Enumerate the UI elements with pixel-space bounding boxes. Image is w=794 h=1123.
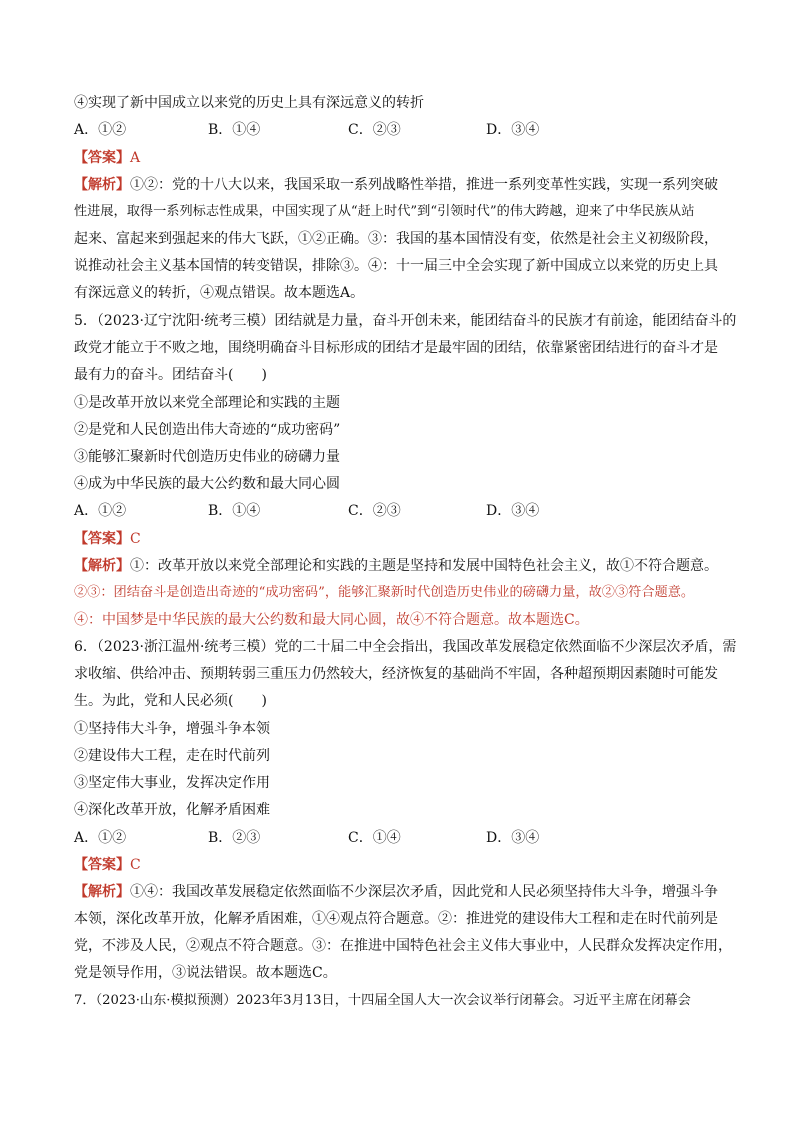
q4-analysis-line-4: 说推动社会主义基本国情的转变错误，排除③。④：十一届三中全会实现了新中国成立以来党的历史上具	[74, 258, 718, 274]
q6-item-2: ②建设伟大工程，走在时代前列	[74, 748, 270, 764]
q5-stem-line-2: 政党才能立于不败之地，围绕明确奋斗目标形成的团结才是最牢固的团结，依靠紧密团结进行的奋斗才是	[74, 340, 718, 356]
q4-analysis-line-1	[74, 175, 718, 195]
q6-analysis-line-3: 党，不涉及人民，②观点不符合题意。③：在推进中国特色社会主义伟大事业中，人民群众发挥决定作用，	[74, 938, 732, 954]
q6-analysis-line-2: 本领，深化改革开放，化解矛盾困难，①④观点符合题意。②：推进党的建设伟大工程和走在时代前列是	[74, 911, 718, 927]
q4-option-a: A．①②	[74, 122, 127, 138]
analysis-tag: 【解析】	[74, 558, 130, 574]
q6-stem-line-3: 生。为此，党和人民必须( )	[74, 693, 267, 709]
q4-option-b: B．①④	[208, 122, 261, 138]
q4-option-c: C．②③	[348, 122, 401, 138]
answer-value: A	[130, 150, 141, 166]
answer-tag: 【答案】	[74, 531, 130, 547]
q4-option-d: D．③④	[486, 122, 540, 138]
q6-item-3: ③坚定伟大事业，发挥决定作用	[74, 775, 270, 791]
q6-option-b: B．②③	[208, 830, 261, 846]
q5-option-a: A．①②	[74, 503, 127, 519]
analysis-tag: 【解析】	[74, 884, 130, 900]
q5-analysis-line-3: ④：中国梦是中华民族的最大公约数和最大同心圆，故④不符合题意。故本题选C。	[74, 612, 589, 628]
q6-answer	[74, 855, 141, 875]
q5-analysis-line-2: ②③：团结奋斗是创造出奇迹的“成功密码”，能够汇聚新时代创造历史伟业的磅礴力量，故②③符合题意。	[74, 585, 695, 600]
q5-item-4: ④成为中华民族的最大公约数和最大同心圆	[74, 476, 340, 492]
analysis-text: ①：改革开放以来党全部理论和实践的主题是坚持和发展中国特色社会主义，故①不符合题意。	[130, 558, 718, 574]
q6-stem-line-2: 求收缩、供给冲击、预期转弱三重压力仍然较大，经济恢复的基础尚不牢固，各种超预期因素随时可能发	[74, 666, 718, 682]
q4-analysis-line-5: 有深远意义的转折，④观点错误。故本题选A。	[74, 285, 365, 301]
q5-item-1: ①是改革开放以来党全部理论和实践的主题	[74, 395, 340, 411]
q7-stem-line-1: 7．（2023·山东·模拟预测）2023年3月13日，十四届全国人大一次会议举行闭幕会。习近平主席在闭幕会	[74, 993, 691, 1008]
analysis-text: ①②：党的十八大以来，我国采取一系列战略性举措，推进一系列变革性实践，实现一系列突破	[130, 177, 718, 193]
q5-item-3: ③能够汇聚新时代创造历史伟业的磅礴力量	[74, 449, 340, 465]
q4-analysis-line-2: 性进展，取得一系列标志性成果，中国实现了从“赶上时代”到“引领时代”的伟大跨越，迎来了中华民族从站	[74, 204, 695, 219]
q6-analysis-line-4: 党是领导作用，③说法错误。故本题选C。	[74, 965, 337, 981]
q5-item-2: ②是党和人民创造出伟大奇迹的“成功密码”	[74, 422, 341, 438]
q6-option-a: A．①②	[74, 830, 127, 846]
q4-answer	[74, 148, 140, 168]
q5-option-b: B．①④	[208, 503, 261, 519]
q6-analysis-line-1	[74, 882, 718, 902]
q5-option-d: D．③④	[486, 503, 540, 519]
q6-item-4: ④深化改革开放，化解矛盾困难	[74, 802, 270, 818]
analysis-text: ①④：我国改革发展稳定依然面临不少深层次矛盾，因此党和人民必须坚持伟大斗争，增强斗争	[130, 884, 718, 900]
q6-stem-line-1: 6．（2023·浙江温州·统考三模）党的二十届二中全会指出，我国改革发展稳定依然面临不少深层次矛盾，需	[74, 639, 737, 655]
q6-option-c: C．①④	[348, 830, 401, 846]
analysis-tag: 【解析】	[74, 177, 130, 193]
q5-stem-line-1: 5．（2023·辽宁沈阳·统考三模）团结就是力量，奋斗开创未来，能团结奋斗的民族才有前途，能团结奋斗的	[74, 313, 737, 329]
q6-item-1: ①坚持伟大斗争，增强斗争本领	[74, 721, 270, 737]
answer-tag: 【答案】	[74, 857, 130, 873]
q6-option-d: D．③④	[486, 830, 540, 846]
q5-stem-line-3: 最有力的奋斗。团结奋斗( )	[74, 367, 267, 383]
q4-item-4: ④实现了新中国成立以来党的历史上具有深远意义的转折	[74, 95, 424, 111]
answer-tag: 【答案】	[74, 150, 130, 166]
q5-option-c: C．②③	[348, 503, 401, 519]
q4-analysis-line-3: 起来、富起来到强起来的伟大飞跃，①②正确。③：我国的基本国情没有变，依然是社会主义初级阶段，	[74, 231, 718, 247]
answer-value: C	[130, 531, 141, 547]
q5-answer	[74, 529, 141, 549]
q5-analysis-line-1	[74, 556, 718, 576]
answer-value: C	[130, 857, 141, 873]
